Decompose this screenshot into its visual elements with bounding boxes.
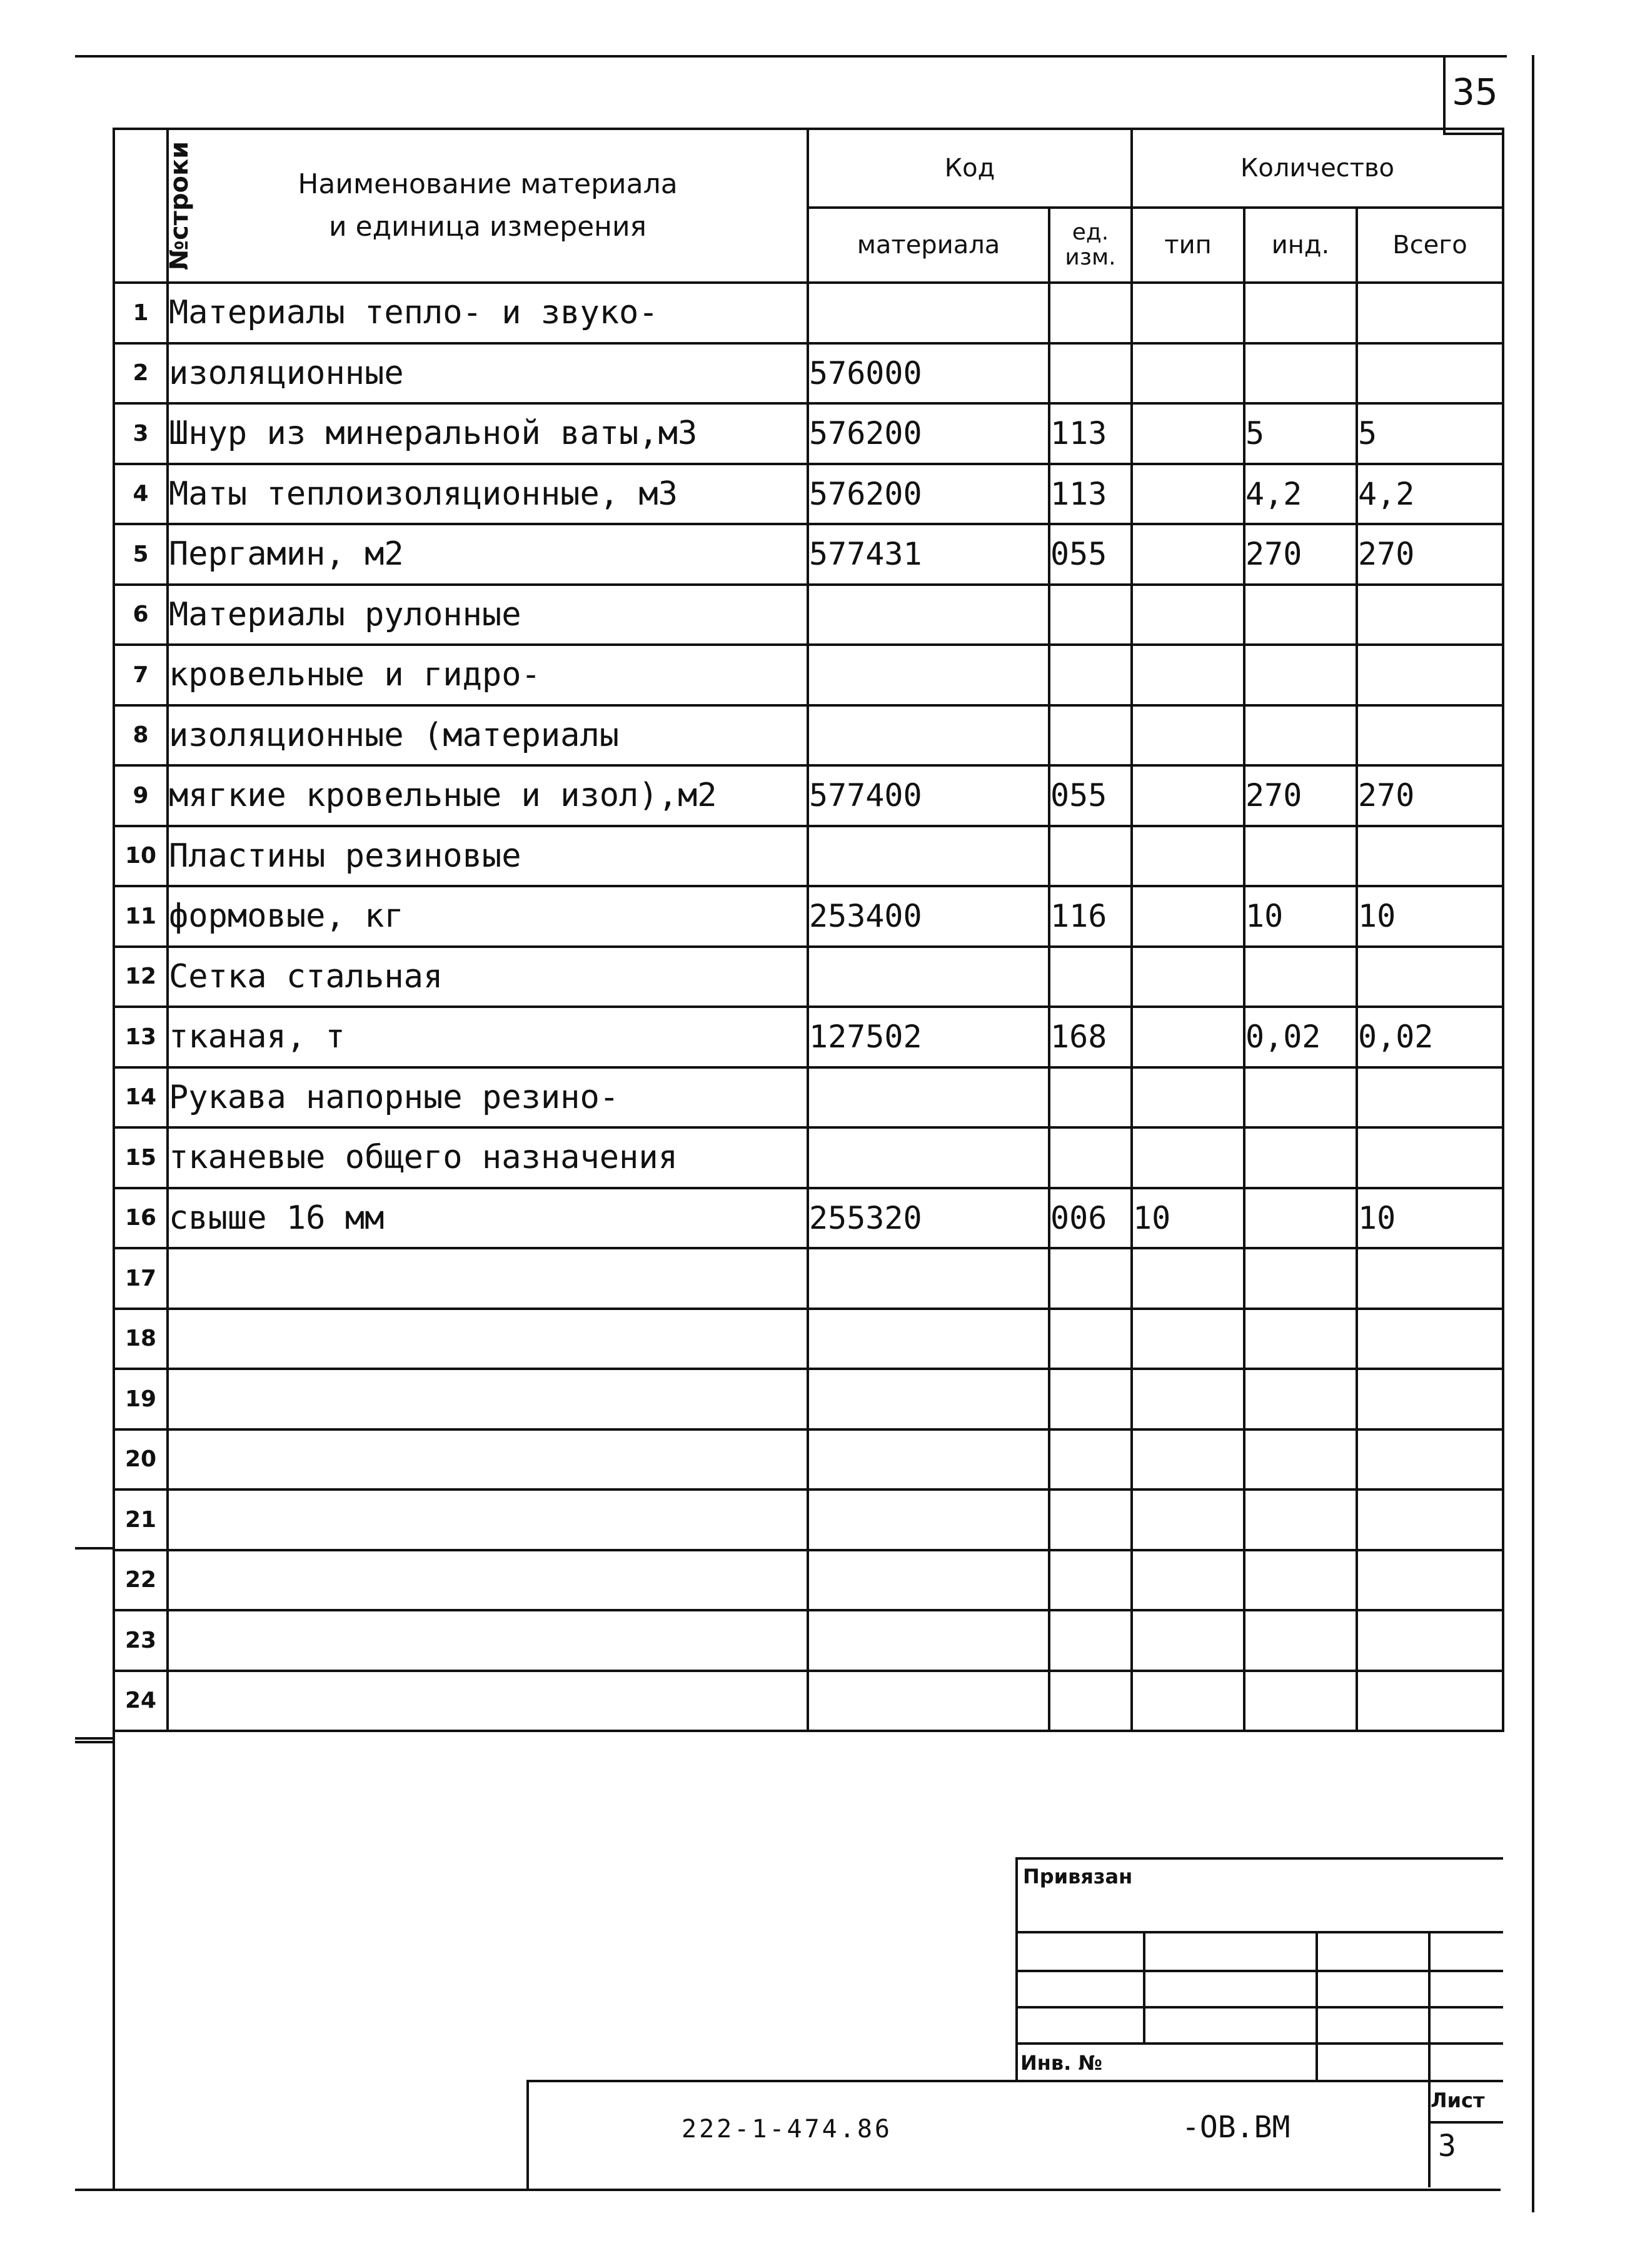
- ind-qty-cell: [1244, 1369, 1357, 1429]
- ind-qty-cell: 4,2: [1244, 464, 1357, 525]
- material-code-header: материала: [808, 208, 1049, 283]
- row-number-cell: 12: [114, 947, 168, 1007]
- table-bottom-extension: [75, 1737, 114, 1740]
- table-row: [114, 1550, 1503, 1611]
- type-qty-cell: [1132, 1248, 1244, 1309]
- material-code-cell: [808, 1429, 1049, 1490]
- material-name-cell: [168, 1369, 808, 1429]
- stamp-divider-2: [1316, 1931, 1318, 2081]
- row-number-cell: 20: [114, 1429, 168, 1490]
- unit-code-cell: [1049, 645, 1132, 705]
- row-number-cell: 19: [114, 1369, 168, 1429]
- page-number: 35: [1452, 71, 1498, 113]
- table-row: [114, 343, 1503, 404]
- table-row: [114, 1007, 1503, 1067]
- material-name-cell: Материалы тепло- и звуко-: [168, 283, 808, 343]
- row-number-cell: 14: [114, 1067, 168, 1128]
- table-body: [114, 283, 1503, 1731]
- unit-code-cell: [1049, 1610, 1132, 1671]
- row-number-cell: 22: [114, 1550, 168, 1611]
- ind-qty-cell: 10: [1244, 886, 1357, 947]
- unit-code-cell: 055: [1049, 524, 1132, 585]
- table-row: [114, 1248, 1503, 1309]
- material-name-header-line1: Наименование материала: [298, 168, 678, 200]
- material-code-cell: [808, 1489, 1049, 1550]
- type-header: тип: [1132, 208, 1244, 283]
- row-number-cell: 24: [114, 1671, 168, 1731]
- material-code-cell: [808, 1127, 1049, 1188]
- sheet-number: 3: [1438, 2129, 1456, 2164]
- type-qty-cell: [1132, 1369, 1244, 1429]
- unit-code-cell: [1049, 1429, 1132, 1490]
- material-name-cell: [168, 1610, 808, 1671]
- total-qty-cell: [1357, 1489, 1503, 1550]
- table-row: [114, 1067, 1503, 1128]
- total-qty-cell: [1357, 1369, 1503, 1429]
- ind-qty-cell: [1244, 1671, 1357, 1731]
- material-code-cell: [808, 1610, 1049, 1671]
- unit-code-cell: [1049, 1248, 1132, 1309]
- bottom-border-line: [75, 2189, 1501, 2191]
- table-row: [114, 886, 1503, 947]
- ind-qty-cell: [1244, 343, 1357, 404]
- material-code-cell: 577431: [808, 524, 1049, 585]
- unit-code-cell: [1049, 585, 1132, 645]
- material-code-cell: [808, 1550, 1049, 1611]
- unit-code-cell: [1049, 947, 1132, 1007]
- type-qty-cell: [1132, 645, 1244, 705]
- unit-code-cell: 168: [1049, 1007, 1132, 1067]
- type-qty-cell: [1132, 524, 1244, 585]
- row-number-cell: 6: [114, 585, 168, 645]
- table-row: [114, 524, 1503, 585]
- table-row: [114, 1610, 1503, 1671]
- table-row: [114, 1429, 1503, 1490]
- table-row: [114, 826, 1503, 887]
- type-qty-cell: [1132, 886, 1244, 947]
- ind-qty-cell: [1244, 1429, 1357, 1490]
- stamp-top-line: [1015, 1857, 1503, 1860]
- table-row: [114, 765, 1503, 826]
- row-number-cell: 2: [114, 343, 168, 404]
- material-code-cell: [808, 826, 1049, 887]
- type-qty-cell: [1132, 283, 1244, 343]
- stamp-bottom-block-top: [526, 2080, 1503, 2082]
- table-row: [114, 1188, 1503, 1249]
- right-border-line: [1532, 55, 1534, 2212]
- material-name-header: [168, 129, 808, 283]
- material-name-cell: Пластины резиновые: [168, 826, 808, 887]
- type-qty-cell: [1132, 403, 1244, 464]
- total-qty-cell: 270: [1357, 765, 1503, 826]
- total-qty-cell: 4,2: [1357, 464, 1503, 525]
- type-qty-cell: [1132, 343, 1244, 404]
- total-qty-cell: [1357, 705, 1503, 766]
- row-number-cell: 18: [114, 1309, 168, 1369]
- row-number-cell: 11: [114, 886, 168, 947]
- quantity-header: Количество: [1132, 129, 1503, 208]
- unit-code-cell: 113: [1049, 464, 1132, 525]
- unit-code-cell: [1049, 1309, 1132, 1369]
- material-name-cell: [168, 1429, 808, 1490]
- ind-qty-cell: [1244, 283, 1357, 343]
- row-number-cell: 1: [114, 283, 168, 343]
- table-row: [114, 1127, 1503, 1188]
- table-row: [114, 947, 1503, 1007]
- total-qty-cell: 10: [1357, 886, 1503, 947]
- material-name-cell: изоляционные (материалы: [168, 705, 808, 766]
- materials-table: [113, 128, 1504, 1732]
- row-number-cell: 5: [114, 524, 168, 585]
- type-qty-cell: [1132, 1671, 1244, 1731]
- total-qty-cell: [1357, 947, 1503, 1007]
- unit-code-cell: [1049, 1369, 1132, 1429]
- row-number-cell: 7: [114, 645, 168, 705]
- stamp-bottom-block-left: [526, 2080, 529, 2190]
- table-row: [114, 585, 1503, 645]
- material-code-cell: [808, 585, 1049, 645]
- unit-code-cell: 006: [1049, 1188, 1132, 1249]
- document-code: 222-1-474.86: [682, 2115, 892, 2144]
- stamp-divider-1: [1143, 1931, 1145, 2044]
- row-number-cell: 15: [114, 1127, 168, 1188]
- material-code-cell: 576000: [808, 343, 1049, 404]
- ind-qty-cell: [1244, 826, 1357, 887]
- material-name-cell: Материалы рулонные: [168, 585, 808, 645]
- row-number-cell: 3: [114, 403, 168, 464]
- ind-qty-cell: 270: [1244, 765, 1357, 826]
- total-qty-cell: 10: [1357, 1188, 1503, 1249]
- table-row: [114, 403, 1503, 464]
- total-qty-cell: [1357, 343, 1503, 404]
- material-code-cell: [808, 705, 1049, 766]
- ind-qty-cell: 5: [1244, 403, 1357, 464]
- total-qty-cell: [1357, 826, 1503, 887]
- row-number-cell: 8: [114, 705, 168, 766]
- total-qty-cell: [1357, 585, 1503, 645]
- table-row: [114, 645, 1503, 705]
- material-code-cell: [808, 645, 1049, 705]
- unit-code-cell: [1049, 1067, 1132, 1128]
- table-row: [114, 1309, 1503, 1369]
- unit-code-cell: 055: [1049, 765, 1132, 826]
- material-name-cell: Маты теплоизоляционные, м3: [168, 464, 808, 525]
- ind-qty-cell: [1244, 1610, 1357, 1671]
- material-code-cell: [808, 1067, 1049, 1128]
- unit-code-cell: [1049, 283, 1132, 343]
- total-qty-cell: [1357, 1248, 1503, 1309]
- binding-mark-middle: [75, 1741, 114, 1743]
- binding-mark-upper: [75, 1547, 114, 1550]
- type-qty-cell: [1132, 705, 1244, 766]
- type-qty-cell: [1132, 1429, 1244, 1490]
- material-code-cell: 253400: [808, 886, 1049, 947]
- ind-qty-cell: [1244, 645, 1357, 705]
- material-code-cell: [808, 1309, 1049, 1369]
- unit-code-cell: [1049, 1489, 1132, 1550]
- material-name-cell: тканевые общего назначения: [168, 1127, 808, 1188]
- material-name-cell: [168, 1671, 808, 1731]
- table-row: [114, 705, 1503, 766]
- ind-qty-cell: [1244, 1067, 1357, 1128]
- total-header: Всего: [1357, 208, 1503, 283]
- material-code-cell: [808, 283, 1049, 343]
- material-name-cell: формовые, кг: [168, 886, 808, 947]
- table-header-row-1: [114, 129, 1503, 208]
- ind-qty-cell: 0,02: [1244, 1007, 1357, 1067]
- sheet-cell-divider: [1428, 2121, 1503, 2124]
- ind-qty-cell: 270: [1244, 524, 1357, 585]
- type-qty-cell: [1132, 464, 1244, 525]
- row-number-cell: 21: [114, 1489, 168, 1550]
- ind-qty-cell: [1244, 1309, 1357, 1369]
- material-code-cell: [808, 1369, 1049, 1429]
- type-qty-cell: [1132, 585, 1244, 645]
- document-suffix: -ОВ.ВМ: [1182, 2110, 1290, 2145]
- material-name-cell: Пергамин, м2: [168, 524, 808, 585]
- material-name-cell: изоляционные: [168, 343, 808, 404]
- total-qty-cell: [1357, 1309, 1503, 1369]
- unit-header: [1049, 208, 1132, 283]
- table-row: [114, 1671, 1503, 1731]
- material-code-cell: 576200: [808, 403, 1049, 464]
- total-qty-cell: [1357, 1610, 1503, 1671]
- material-name-cell: Шнур из минеральной ваты,м3: [168, 403, 808, 464]
- row-number-header-text: №строки: [165, 141, 194, 271]
- total-qty-cell: [1357, 645, 1503, 705]
- unit-code-cell: [1049, 826, 1132, 887]
- total-qty-cell: 270: [1357, 524, 1503, 585]
- ind-qty-cell: [1244, 585, 1357, 645]
- unit-header-line2: изм.: [1065, 244, 1116, 270]
- type-qty-cell: [1132, 1610, 1244, 1671]
- material-code-cell: 255320: [808, 1188, 1049, 1249]
- total-qty-cell: [1357, 283, 1503, 343]
- material-name-cell: [168, 1248, 808, 1309]
- material-name-header-line2: и единица измерения: [328, 211, 647, 243]
- ind-header: инд.: [1244, 208, 1357, 283]
- table-row: [114, 464, 1503, 525]
- table-row: [114, 1369, 1503, 1429]
- material-code-cell: [808, 1248, 1049, 1309]
- type-qty-cell: [1132, 1489, 1244, 1550]
- table-row: [114, 1489, 1503, 1550]
- ind-qty-cell: [1244, 947, 1357, 1007]
- total-qty-cell: [1357, 1671, 1503, 1731]
- ind-qty-cell: [1244, 1127, 1357, 1188]
- type-qty-cell: [1132, 947, 1244, 1007]
- inventory-number-label: Инв. №: [1020, 2051, 1102, 2075]
- type-qty-cell: [1132, 1550, 1244, 1611]
- unit-code-cell: [1049, 1127, 1132, 1188]
- row-number-cell: 13: [114, 1007, 168, 1067]
- row-number-cell: 4: [114, 464, 168, 525]
- unit-code-cell: [1049, 705, 1132, 766]
- row-number-header: [114, 129, 194, 283]
- ind-qty-cell: [1244, 1188, 1357, 1249]
- top-border-line: [75, 55, 1507, 58]
- attached-label: Привязан: [1023, 1865, 1133, 1888]
- code-header: Код: [808, 129, 1132, 208]
- unit-code-cell: [1049, 343, 1132, 404]
- row-number-cell: 9: [114, 765, 168, 826]
- total-qty-cell: 5: [1357, 403, 1503, 464]
- material-code-cell: [808, 947, 1049, 1007]
- type-qty-cell: [1132, 1309, 1244, 1369]
- material-name-cell: мягкие кровельные и изол),м2: [168, 765, 808, 826]
- sheet-label: Лист: [1431, 2089, 1485, 2112]
- total-qty-cell: [1357, 1127, 1503, 1188]
- type-qty-cell: [1132, 1007, 1244, 1067]
- material-name-cell: [168, 1550, 808, 1611]
- total-qty-cell: [1357, 1550, 1503, 1611]
- unit-header-line1: ед.: [1072, 219, 1109, 245]
- material-name-cell: Рукава напорные резино-: [168, 1067, 808, 1128]
- total-qty-cell: [1357, 1429, 1503, 1490]
- material-code-cell: 127502: [808, 1007, 1049, 1067]
- stamp-divider-3: [1428, 1931, 1431, 2187]
- type-qty-cell: [1132, 765, 1244, 826]
- material-name-cell: кровельные и гидро-: [168, 645, 808, 705]
- row-number-cell: 17: [114, 1248, 168, 1309]
- material-name-cell: [168, 1489, 808, 1550]
- material-code-cell: [808, 1671, 1049, 1731]
- unit-code-cell: [1049, 1671, 1132, 1731]
- row-number-cell: 16: [114, 1188, 168, 1249]
- material-code-cell: 576200: [808, 464, 1049, 525]
- row-number-cell: 10: [114, 826, 168, 887]
- material-name-cell: свыше 16 мм: [168, 1188, 808, 1249]
- material-name-cell: Сетка стальная: [168, 947, 808, 1007]
- type-qty-cell: [1132, 826, 1244, 887]
- row-number-cell: 23: [114, 1610, 168, 1671]
- material-name-cell: тканая, т: [168, 1007, 808, 1067]
- unit-code-cell: [1049, 1550, 1132, 1611]
- total-qty-cell: [1357, 1067, 1503, 1128]
- ind-qty-cell: [1244, 1248, 1357, 1309]
- type-qty-cell: [1132, 1127, 1244, 1188]
- ind-qty-cell: [1244, 705, 1357, 766]
- unit-code-cell: 113: [1049, 403, 1132, 464]
- material-code-cell: 577400: [808, 765, 1049, 826]
- table-row: [114, 283, 1503, 343]
- material-name-cell: [168, 1309, 808, 1369]
- type-qty-cell: [1132, 1067, 1244, 1128]
- type-qty-cell: 10: [1132, 1188, 1244, 1249]
- ind-qty-cell: [1244, 1550, 1357, 1611]
- unit-code-cell: 116: [1049, 886, 1132, 947]
- ind-qty-cell: [1244, 1489, 1357, 1550]
- total-qty-cell: 0,02: [1357, 1007, 1503, 1067]
